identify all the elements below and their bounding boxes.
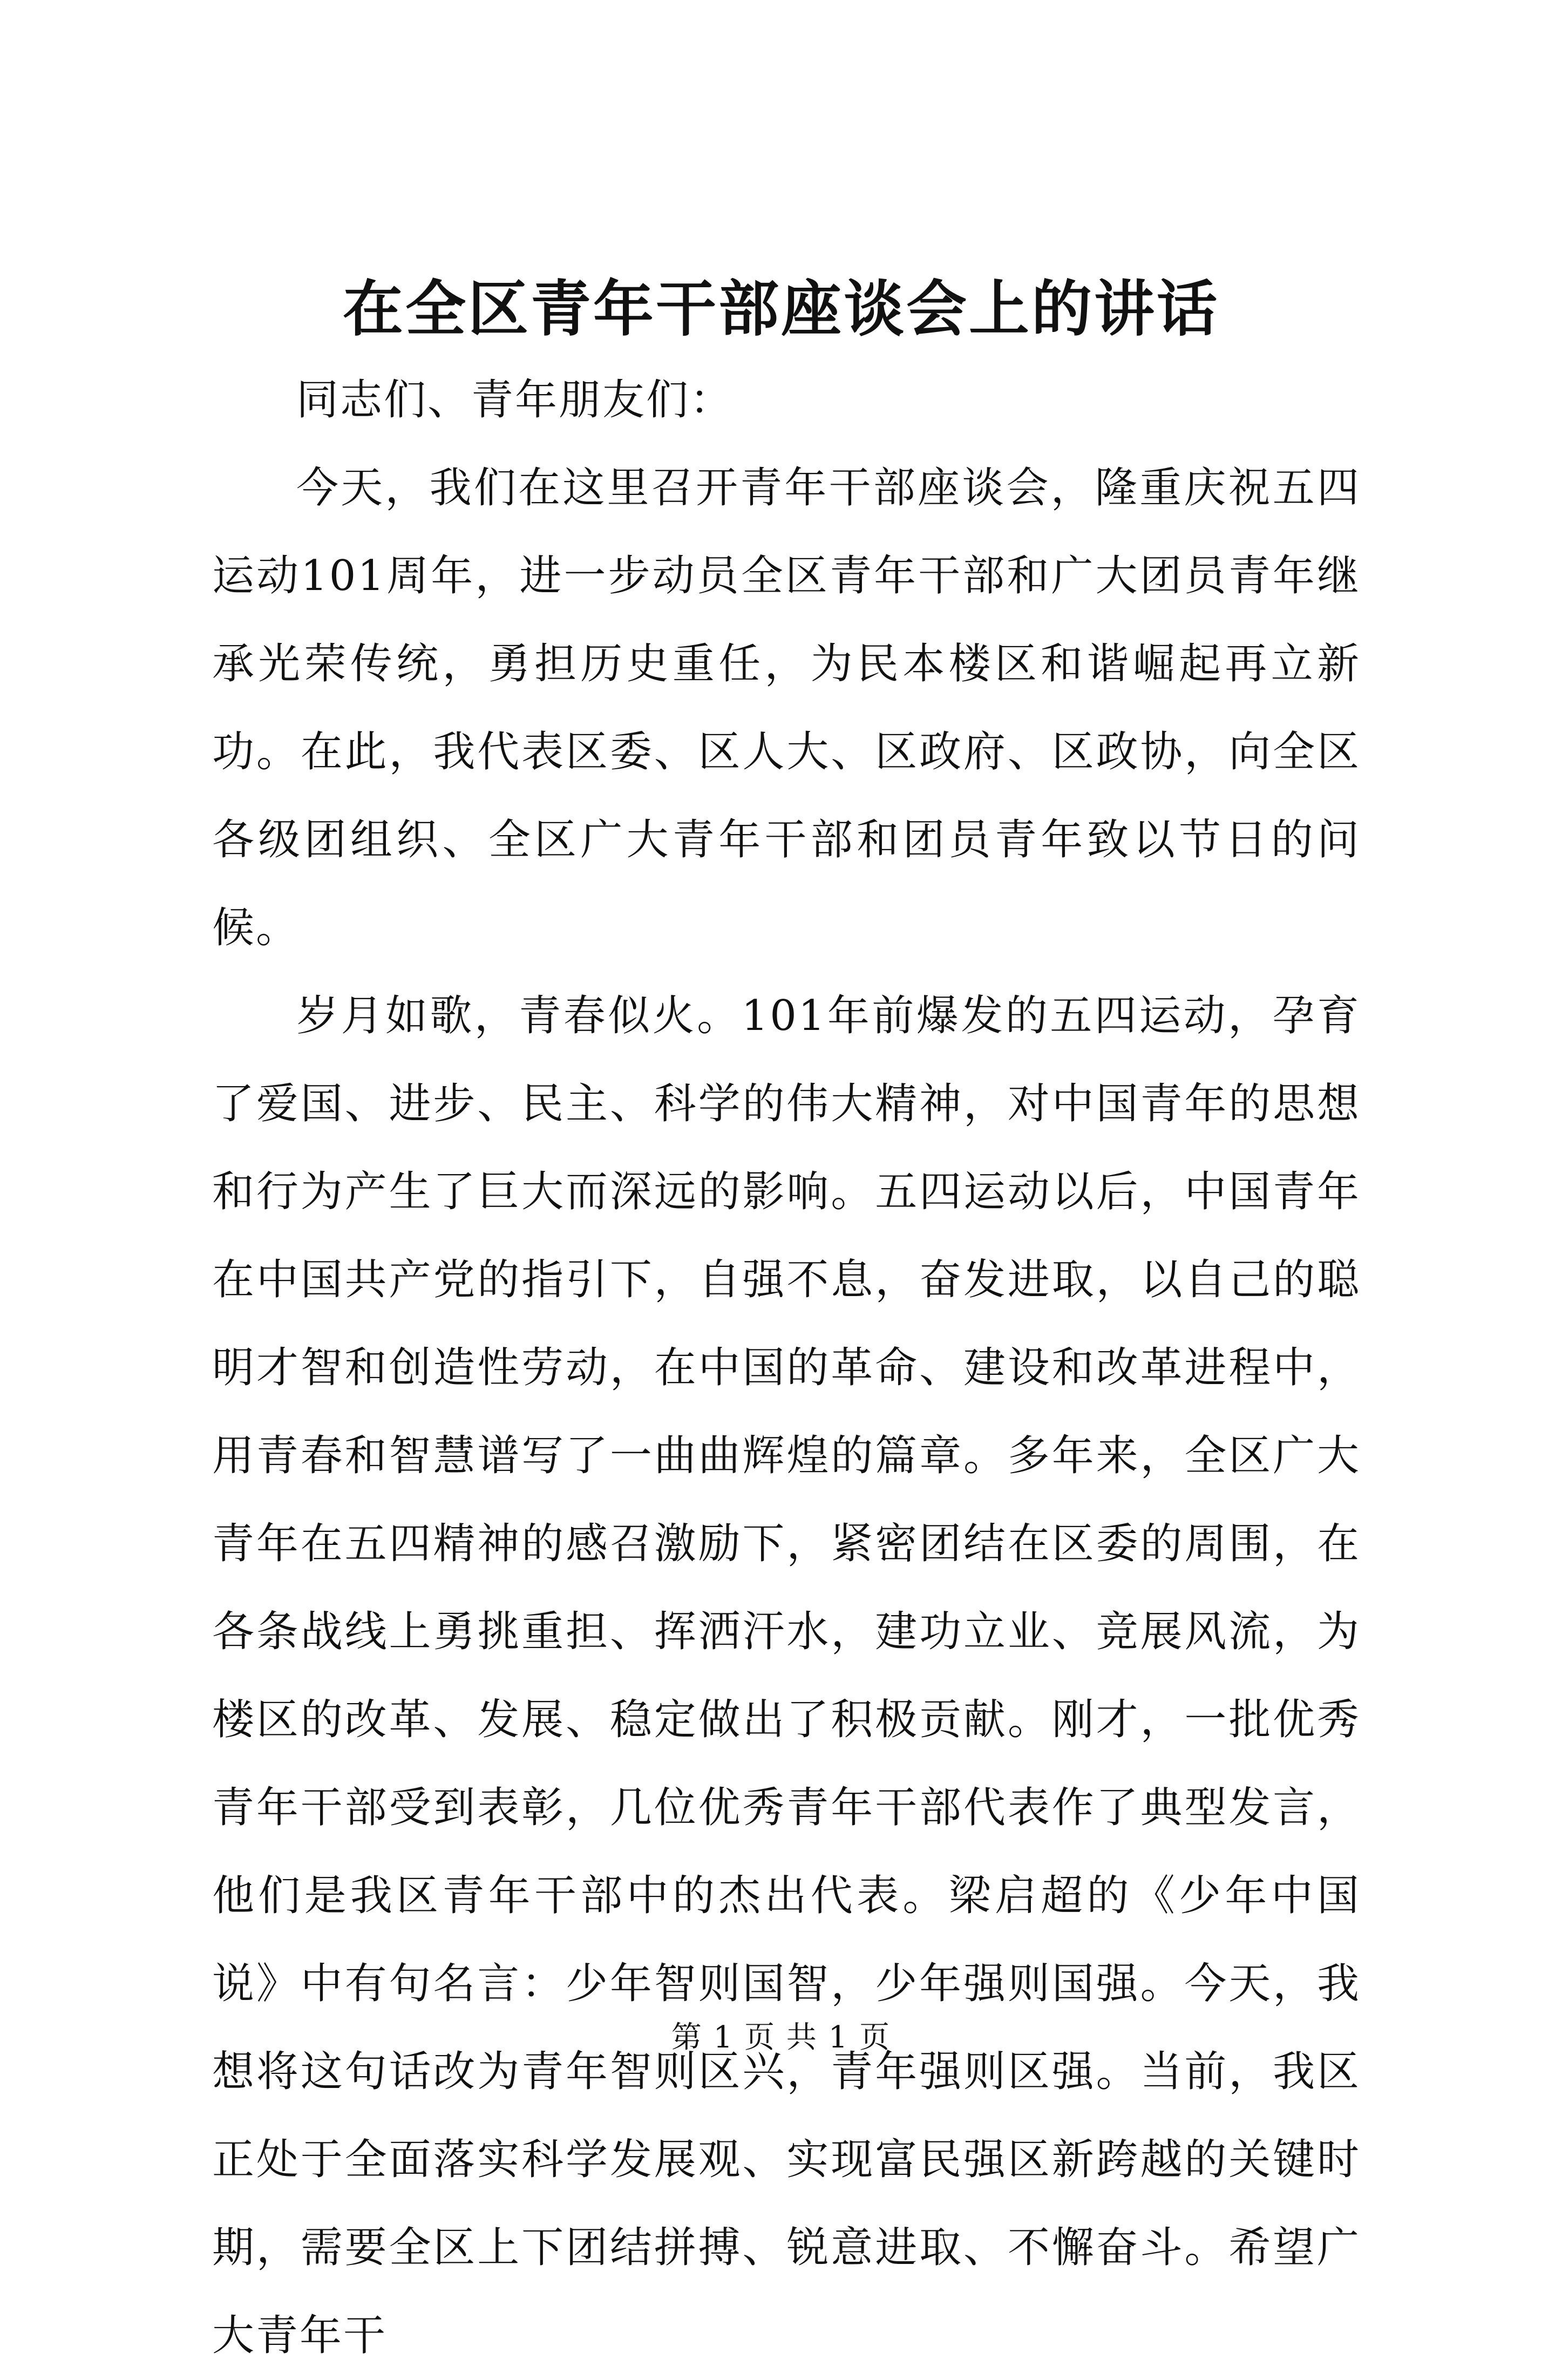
paragraph-2: 岁月如歌，青春似火。101年前爆发的五四运动，孕育了爱国、进步、民主、科学的伟大精神，对中国青年的思想和行为产生了巨大而深远的影响。五四运动以后，中国青年在中国共产党的指引下，自强不息，奋发进取，以自己的聪明才智和创造性劳动，在中国的革命、建设和改革进程中，用青春和智慧谱写了一曲曲辉煌的篇章。多年来，全区广大青年在五四精神的感召激励下，紧密团结在区委的周围，在各条战线上勇挑重担、挥洒汗水，建功立业、竞展风流，为楼区的改革、发展、稳定做出了积极贡献。刚才，一批优秀青年干部受到表彰，几位优秀青年干部代表作了典型发言，他们是我区青年干部中的杰出代表。梁启超的《少年中国说》中有句名言：少年智则国智，少年强则国强。今天，我想将这句话改为青年智则区兴，青年强则区强。当前，我区正处于全面落实科学发展观、实现富民强区新跨越的关键时期，需要全区上下团结拼搏、锐意进取、不懈奋斗。希望广大青年干 — [212, 992, 1361, 2360]
salutation: 同志们、青年朋友们： — [296, 376, 734, 424]
paragraph-1: 今天，我们在这里召开青年干部座谈会，隆重庆祝五四运动101周年，进一步动员全区青年干部和广大团员青年继承光荣传统，勇担历史重任，为民本楼区和谐崛起再立新功。在此，我代表区委、区人大、区政府、区政协，向全区各级团组织、全区广大青年干部和团员青年致以节日的问候。 — [212, 464, 1361, 952]
document-title: 在全区青年干部座谈会上的讲话 — [343, 274, 1219, 344]
page-number-footer: 第 1 页 共 1 页 — [671, 2020, 891, 2055]
document-body — [212, 356, 1361, 2380]
